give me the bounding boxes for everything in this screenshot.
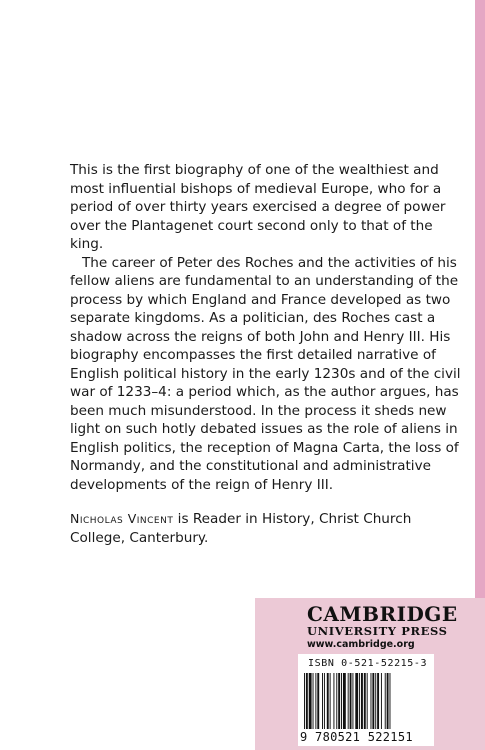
barcode-bar (324, 673, 325, 729)
barcode-bar (364, 673, 366, 729)
barcode-bar (336, 673, 337, 729)
barcode-digits: 9 780521 522151 (300, 730, 413, 744)
barcode-bar (377, 673, 379, 729)
isbn-label: ISBN 0-521-52215-3 (308, 658, 428, 669)
barcode-bar (333, 673, 334, 729)
back-cover-blurb (70, 161, 470, 494)
barcode-bar (348, 673, 349, 729)
barcode-bar (304, 673, 305, 729)
publisher-logo: CAMBRIDGE (307, 602, 458, 626)
barcode-bar (317, 673, 319, 729)
barcode-bar (372, 673, 374, 729)
barcode-bar (322, 673, 323, 729)
barcode-bar (355, 673, 358, 729)
barcode-bar (367, 673, 368, 729)
barcode-bar (375, 673, 376, 729)
barcode-bar (338, 673, 340, 729)
barcode-bar (341, 673, 342, 729)
barcode-bar (350, 673, 352, 729)
barcode-icon (304, 673, 428, 729)
barcode-bar (330, 673, 331, 729)
author-name: Nicholas Vincent (70, 511, 174, 526)
barcode-bar (343, 673, 346, 729)
barcode-bar (361, 673, 363, 729)
barcode-bar (352, 673, 353, 729)
publisher-panel (255, 598, 485, 750)
barcode-bar (315, 673, 316, 729)
barcode-box (298, 654, 434, 746)
barcode-bar (387, 673, 389, 729)
barcode-bar (385, 673, 386, 729)
barcode-bar (359, 673, 360, 729)
barcode-bar (313, 673, 314, 729)
author-note (70, 510, 470, 547)
publisher-subtitle: UNIVERSITY PRESS (307, 624, 448, 638)
barcode-bar (371, 673, 372, 729)
barcode-bar (381, 673, 382, 729)
barcode-bar (306, 673, 308, 729)
barcode-bar (327, 673, 329, 729)
author-description: is Reader in History, Christ Church College, Canterbury. (70, 511, 412, 546)
barcode-bar (309, 673, 312, 729)
blurb-paragraph-1: This is the first biography of one of the wealthiest and most influential bishops of medieval Europe, who for a period of over thirty years exercised a degree of power over the Plantagenet court second only to that of the king. (70, 162, 446, 252)
blurb-paragraph-2: The career of Peter des Roches and the activities of his fellow aliens are fundamental to an understanding of the process by which England and France developed as two separate kingdoms. As a politician, des Roches cast a shadow across the reigns of both John and Henry III. His biography encompasses the first detailed narrative of English political history in the early 1230s and of the civil war of 1233–4: a period which, as the author argues, has been much misunderstood. In the process it sheds new light on such hotly debated issues as the role of aliens in English politics, the reception of Magna Carta, the loss of Normandy, and the constitutional and administrative developments of the reign of Henry III. (70, 254, 461, 493)
publisher-website[interactable]: www.cambridge.org (307, 639, 415, 650)
barcode-bar (390, 673, 391, 729)
